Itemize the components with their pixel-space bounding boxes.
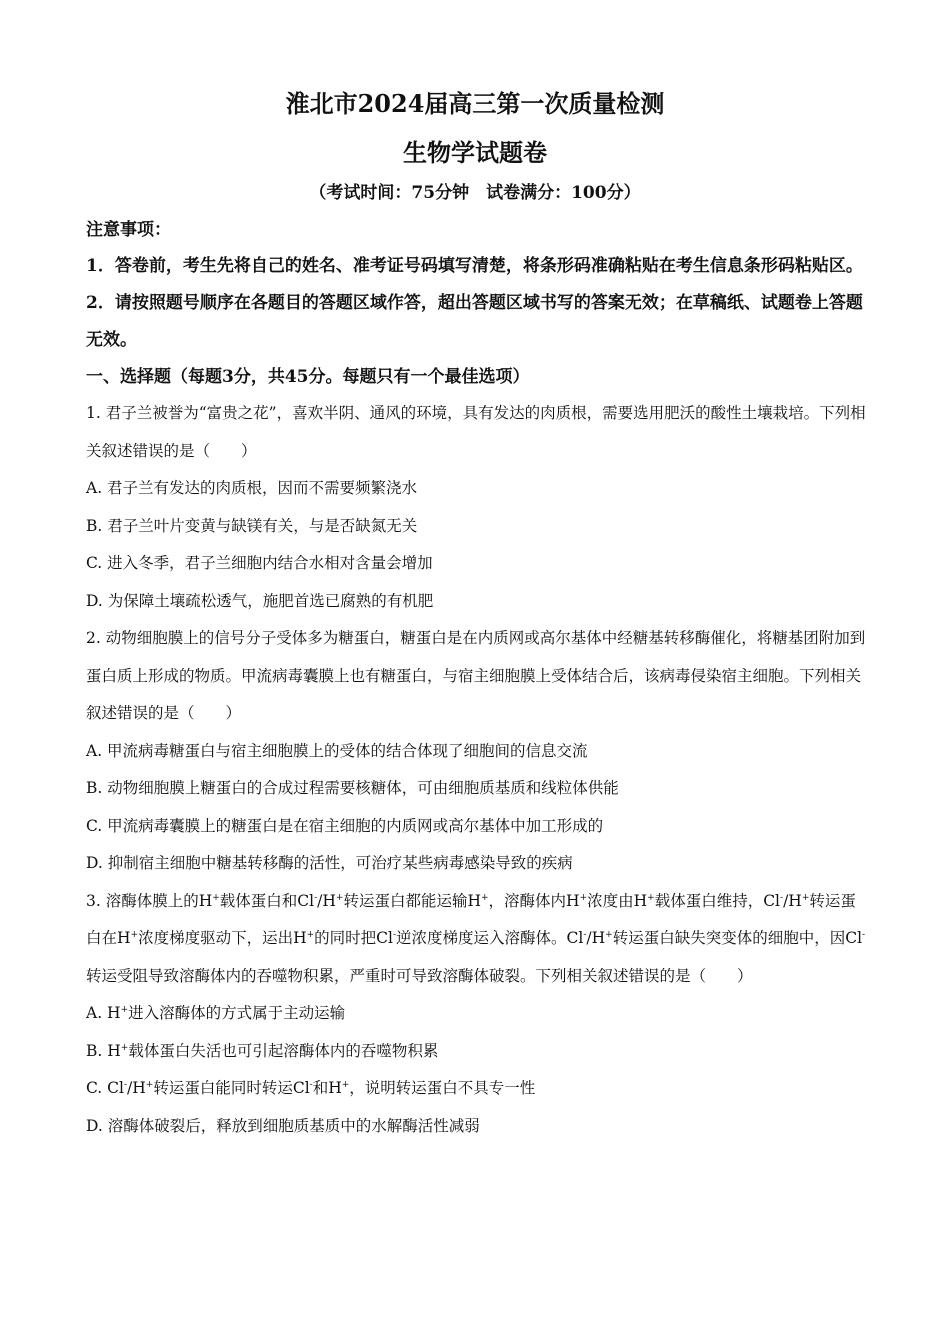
question-1-option-c: C. 进入冬季，君子兰细胞内结合水相对含量会增加 xyxy=(86,554,433,572)
page-subtitle: 生物学试题卷 xyxy=(403,138,547,167)
q3-text: /H xyxy=(783,891,802,910)
superscript-plus: + xyxy=(120,1004,129,1015)
question-3-option-a xyxy=(86,995,866,1033)
q3-text: 转运蛋白都能运输H xyxy=(343,891,481,910)
superscript-minus: - xyxy=(780,892,784,903)
question-3-option-c xyxy=(86,1070,866,1108)
q3-a-text: A. H xyxy=(86,1004,121,1022)
q3-c-text: 和H xyxy=(312,1079,342,1097)
superscript-minus: - xyxy=(123,1079,128,1090)
question-3-option-b xyxy=(86,1033,866,1071)
exam-content xyxy=(86,212,866,1145)
q3-text: ，溶酶体内H xyxy=(488,891,580,910)
q3-text: /H xyxy=(317,891,336,910)
superscript-plus: + xyxy=(306,929,315,940)
superscript-plus: + xyxy=(480,892,489,903)
superscript-plus: + xyxy=(335,892,344,903)
question-2-option-c: C. 甲流病毒囊膜上的糖蛋白是在宿主细胞的内质网或高尔基体中加工形成的 xyxy=(86,816,604,835)
q3-text: 浓度由H xyxy=(587,891,648,910)
question-1-option-b: B. 君子兰叶片变黄与缺镁有关，与是否缺氮无关 xyxy=(86,516,418,535)
superscript-plus: + xyxy=(605,929,613,940)
notice-item-2: 2．请按照题号顺序在各题目的答题区域作答，超出答题区域书写的答案无效；在草稿纸、试题卷上答题无效。 xyxy=(86,293,863,350)
question-3-stem xyxy=(86,883,866,996)
q3-b-text: B. H xyxy=(86,1041,121,1060)
question-1-option-a: A. 君子兰有发达的肉质根，因而不需要频繁浇水 xyxy=(86,479,418,497)
q3-c-text: 转运蛋白能同时转运Cl xyxy=(153,1079,310,1097)
page-title: 淮北市2024届高三第一次质量检测 xyxy=(285,89,665,118)
section-heading-choice: 一、选择题（每题3分，共45分。每题只有一个最佳选项） xyxy=(86,367,530,387)
q3-a-text: 进入溶酶体的方式属于主动运输 xyxy=(128,1004,346,1022)
q3-text: 转运蛋白缺失突变体的细胞中，因Cl xyxy=(612,929,863,947)
superscript-minus: - xyxy=(392,929,397,940)
question-2-stem: 2. 动物细胞膜上的信号分子受体多为糖蛋白，糖蛋白是在内质网或高尔基体中经糖基转移酶催化，将糖基团附加到蛋白质上形成的物质。甲流病毒囊膜上也有糖蛋白，与宿主细胞膜上受体结合后，该病毒侵染宿主细胞。下列相关叙述错误的是（ ） xyxy=(86,629,866,722)
q3-c-text: /H xyxy=(127,1079,146,1097)
superscript-plus: + xyxy=(647,892,655,903)
superscript-plus: + xyxy=(801,892,810,903)
question-2-option-d: D. 抑制宿主细胞中糖基转移酶的活性，可治疗某些病毒感染导致的疾病 xyxy=(86,854,573,872)
q3-text: 转运受阻导致溶酶体内的吞噬物积累，严重时可导致溶酶体破裂。下列相关叙述错误的是（ ） xyxy=(86,966,753,985)
q3-text: 载体蛋白维持，Cl xyxy=(654,891,781,910)
superscript-plus: + xyxy=(145,1079,154,1090)
question-2-option-b: B. 动物细胞膜上糖蛋白的合成过程需要核糖体，可由细胞质基质和线粒体供能 xyxy=(86,779,619,797)
superscript-plus: + xyxy=(579,892,588,903)
q3-c-text: C. Cl xyxy=(86,1079,124,1097)
superscript-plus: + xyxy=(212,892,220,903)
question-3-option-d: D. 溶酶体破裂后，释放到细胞质基质中的水解酶活性减弱 xyxy=(86,1116,480,1135)
notice-item-1: 1．答卷前，考生先将自己的姓名、准考证号码填写清楚，将条形码准确粘贴在考生信息条形码粘贴区。 xyxy=(86,256,863,276)
q3-text: 的同时把Cl xyxy=(314,929,393,947)
q3-text: 逆浓度梯度运入溶酶体。Cl xyxy=(396,929,584,947)
q3-text: /H xyxy=(586,929,606,947)
q3-text: 浓度梯度驱动下，运出H xyxy=(138,929,307,947)
notice-heading: 注意事项： xyxy=(86,220,171,240)
q3-text: 3. 溶酶体膜上的H xyxy=(86,891,213,910)
superscript-plus: + xyxy=(120,1042,129,1053)
q3-b-text: 载体蛋白失活也可引起溶酶体内的吞噬物积累 xyxy=(128,1041,439,1060)
q3-text: 转运蛋白在H xyxy=(86,891,856,947)
question-1-option-d: D. 为保障土壤疏松透气，施肥首选已腐熟的有机肥 xyxy=(86,591,434,610)
question-2-option-a: A. 甲流病毒糖蛋白与宿主细胞膜上的受体的结合体现了细胞间的信息交流 xyxy=(86,741,588,760)
question-1-stem: 1. 君子兰被誉为“富贵之花”，喜欢半阴、通风的环境，具有发达的肉质根，需要选用肥沃的酸性土壤栽培。下列相关叙述错误的是（ ） xyxy=(86,404,866,460)
superscript-minus: - xyxy=(862,929,866,940)
superscript-plus: + xyxy=(130,929,139,940)
q3-text: 载体蛋白和Cl xyxy=(219,891,315,910)
exam-info: （考试时间：75分钟 试卷满分：100分） xyxy=(309,183,641,203)
superscript-minus: - xyxy=(583,929,587,940)
superscript-minus: - xyxy=(309,1079,313,1090)
superscript-plus: + xyxy=(341,1079,350,1090)
q3-c-text: ，说明转运蛋白不具专一性 xyxy=(349,1079,536,1097)
superscript-minus: - xyxy=(314,892,318,903)
